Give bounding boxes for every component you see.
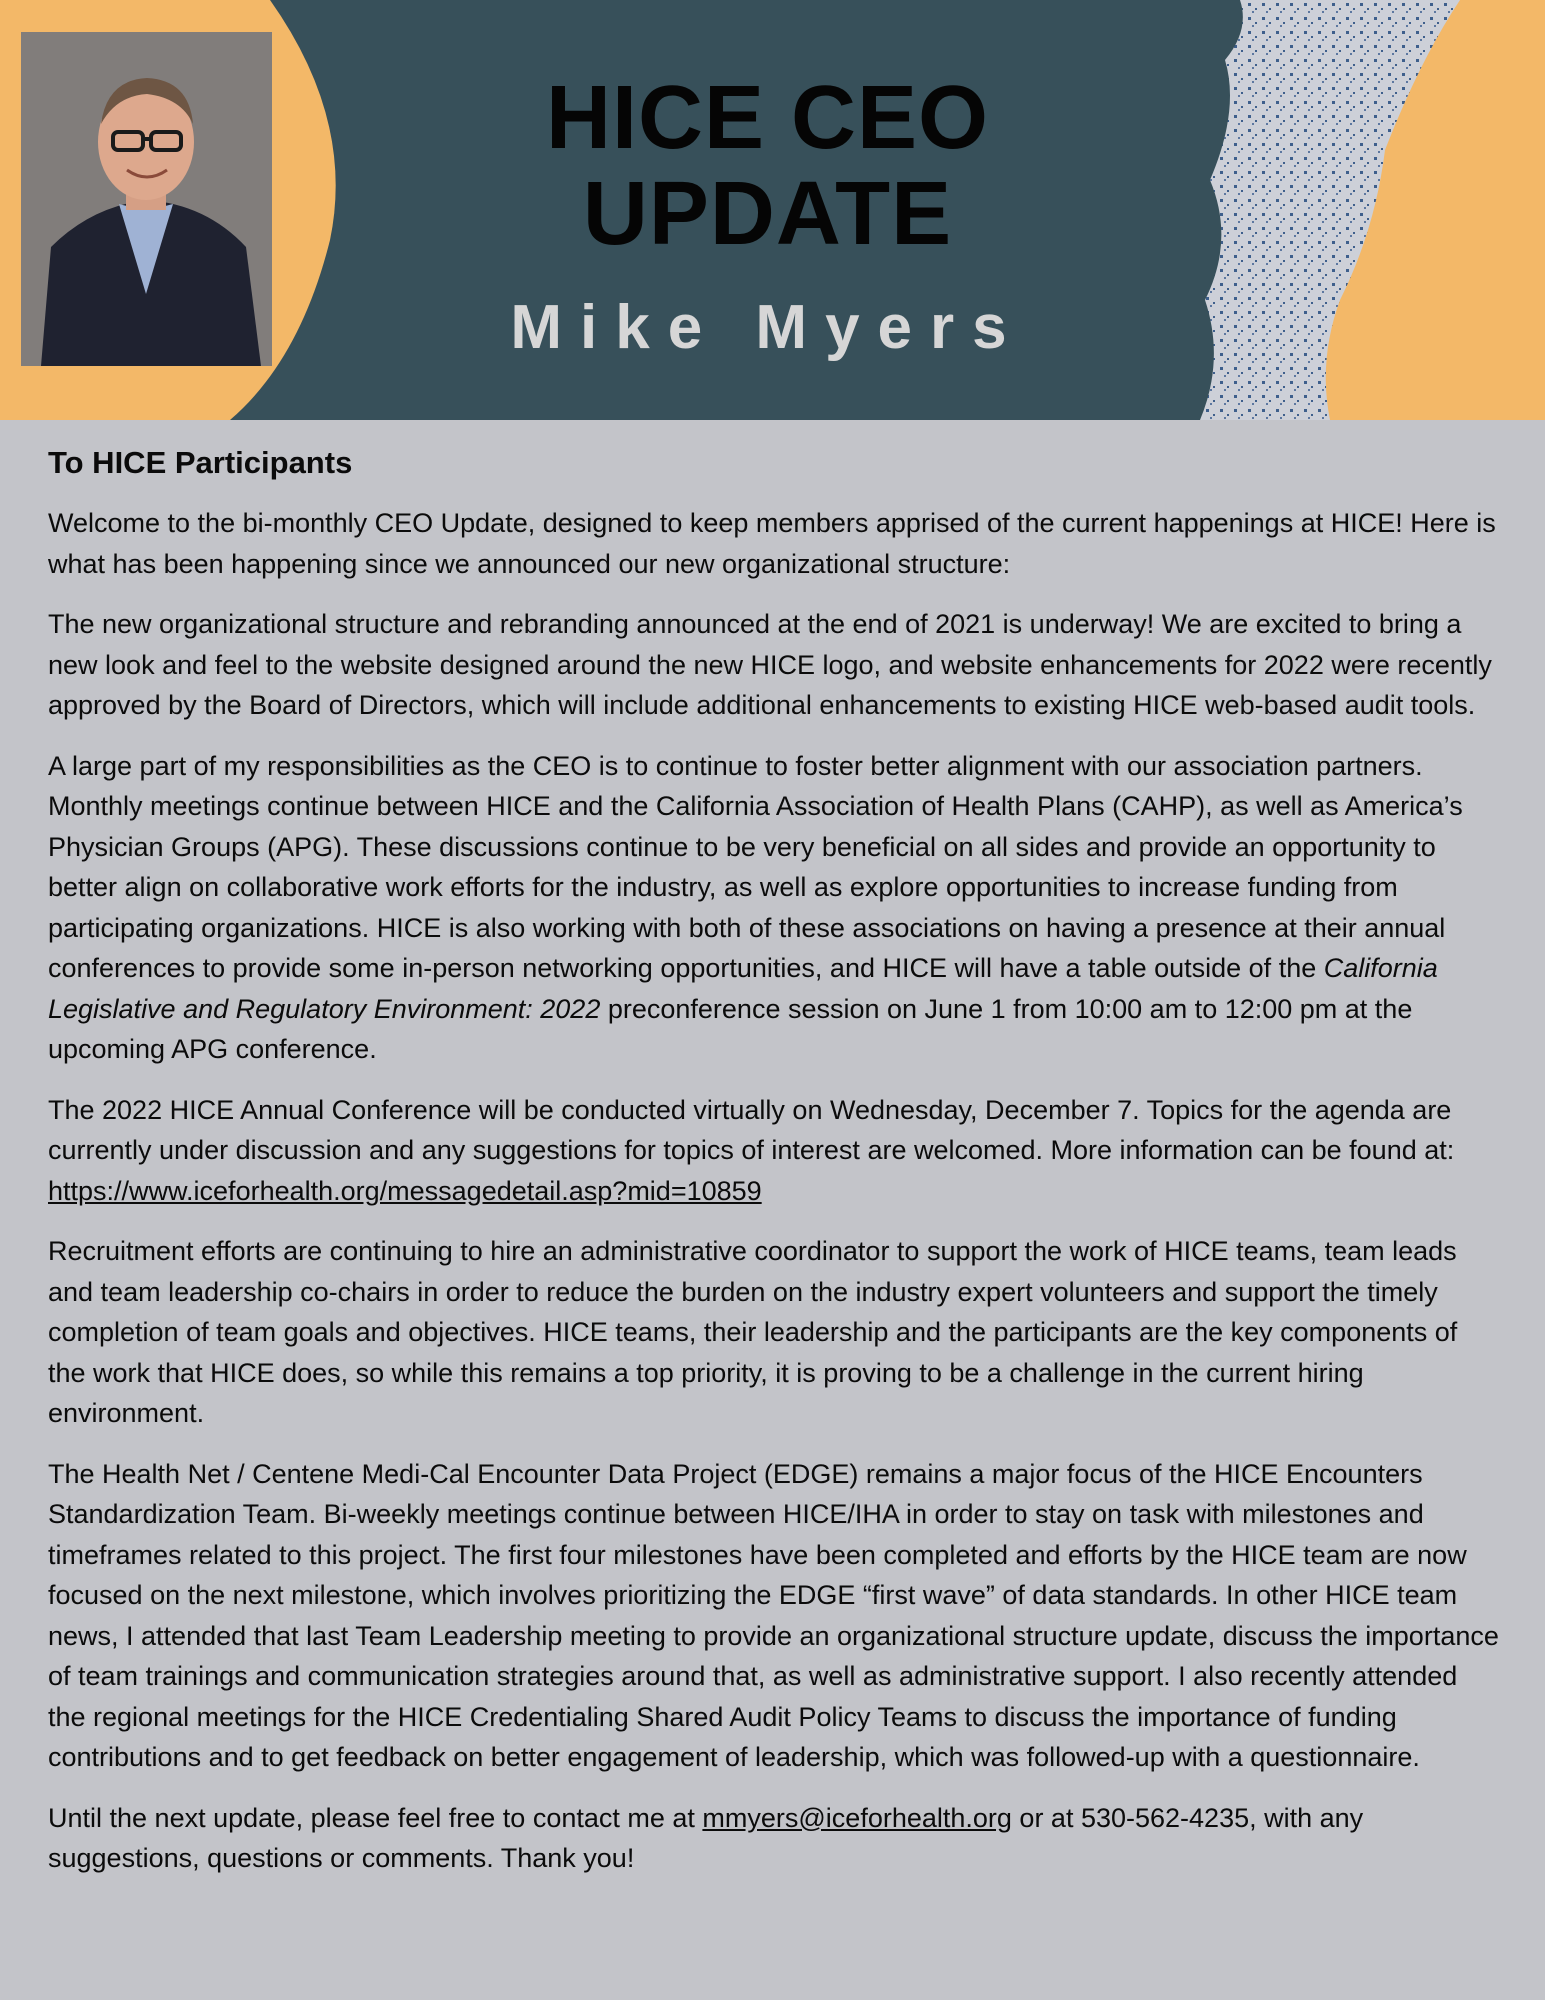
paragraph-alignment-text: A large part of my responsibilities as the CEO is to continue to foster better alignment with our association partners. Monthly meetings continue between HICE and the California Association of Health Plans (CAHP), as well as America’s Physician Groups (APG). These discussions continue to be very beneficial on all sides and provide an opportunity to better align on collaborative work efforts for the industry, as well as explore opportunities to increase funding from participating organizations. HICE is also working with both of these associations on having a presence at their annual conferences to provide some in-person networking opportunities, and HICE will have a table outside of the <box>48 750 1463 983</box>
paragraph-contact <box>48 1798 1500 1879</box>
banner-title-line-2: UPDATE <box>582 164 953 264</box>
banner-title <box>470 70 1065 262</box>
paragraph-annual-conference <box>48 1090 1500 1212</box>
conference-info-link[interactable]: https://www.iceforhealth.org/messagedetail.asp?mid=10859 <box>48 1175 762 1206</box>
paragraph-rebranding: The new organizational structure and rebranding announced at the end of 2021 is underway! We are excited to bring a new look and feel to the website designed around the new HICE logo, and website enhancements for 2022 were recently approved by the Board of Directors, which will include additional enhancements to existing HICE web-based audit tools. <box>48 609 1492 720</box>
paragraph-edge-project: The Health Net / Centene Medi-Cal Encounter Data Project (EDGE) remains a major focus of the HICE Encounters Standardization Team. Bi-weekly meetings continue between HICE/IHA in order to stay on task with milestones and timeframes related to this project. The first four milestones have been completed and efforts by the HICE team are now focused on the next milestone, which involves prioritizing the EDGE “first wave” of data standards. In other HICE team news, I attended that last Team Leadership meeting to provide an organizational structure update, discuss the importance of team trainings and communication strategies around that, as well as administrative support. I also recently attended the regional meetings for the HICE Credentialing Shared Audit Policy Teams to discuss the importance of funding contributions and to get feedback on better engagement of leadership, which was followed-up with a questionnaire. <box>48 1458 1499 1772</box>
letter-heading: To HICE Participants <box>48 445 353 480</box>
ceo-portrait <box>21 32 272 366</box>
paragraph-contact-text-end: or at 530-562-4235, with any suggestions, questions or comments. Thank you! <box>48 1802 1364 1873</box>
letter-body <box>48 443 1500 1899</box>
paragraph-contact-text: Until the next update, please feel free to contact me at <box>48 1802 703 1833</box>
ceo-name: Mike Myers <box>510 293 1025 362</box>
paragraph-alignment-text-end: preconference session on June 1 from 10:00 am to 12:00 pm at the upcoming APG conference. <box>48 993 1413 1064</box>
session-title: California Legislative and Regulatory Environment: 2022 <box>48 953 1438 1024</box>
paragraph-welcome: Welcome to the bi-monthly CEO Update, designed to keep members apprised of the current happenings at HICE! Here is what has been happening since we announced our new organizational structure: <box>48 508 1496 579</box>
header-banner <box>0 0 1545 420</box>
paragraph-alignment <box>48 746 1500 1070</box>
contact-email-link[interactable]: mmyers@iceforhealth.org <box>702 1802 1012 1833</box>
banner-title-line-1: HICE CEO <box>545 68 990 168</box>
paragraph-conference-text: The 2022 HICE Annual Conference will be conducted virtually on Wednesday, December 7. Topics for the agenda are currently under discussion and any suggestions for topics of interest are welcomed. More information can be found at: <box>48 1094 1455 1165</box>
paragraph-recruitment: Recruitment efforts are continuing to hire an administrative coordinator to support the work of HICE teams, team leads and team leadership co-chairs in order to reduce the burden on the industry expert volunteers and support the timely completion of team goals and objectives. HICE teams, their leadership and the participants are the key components of the work that HICE does, so while this remains a top priority, it is proving to be a challenge in the current hiring environment. <box>48 1236 1458 1428</box>
